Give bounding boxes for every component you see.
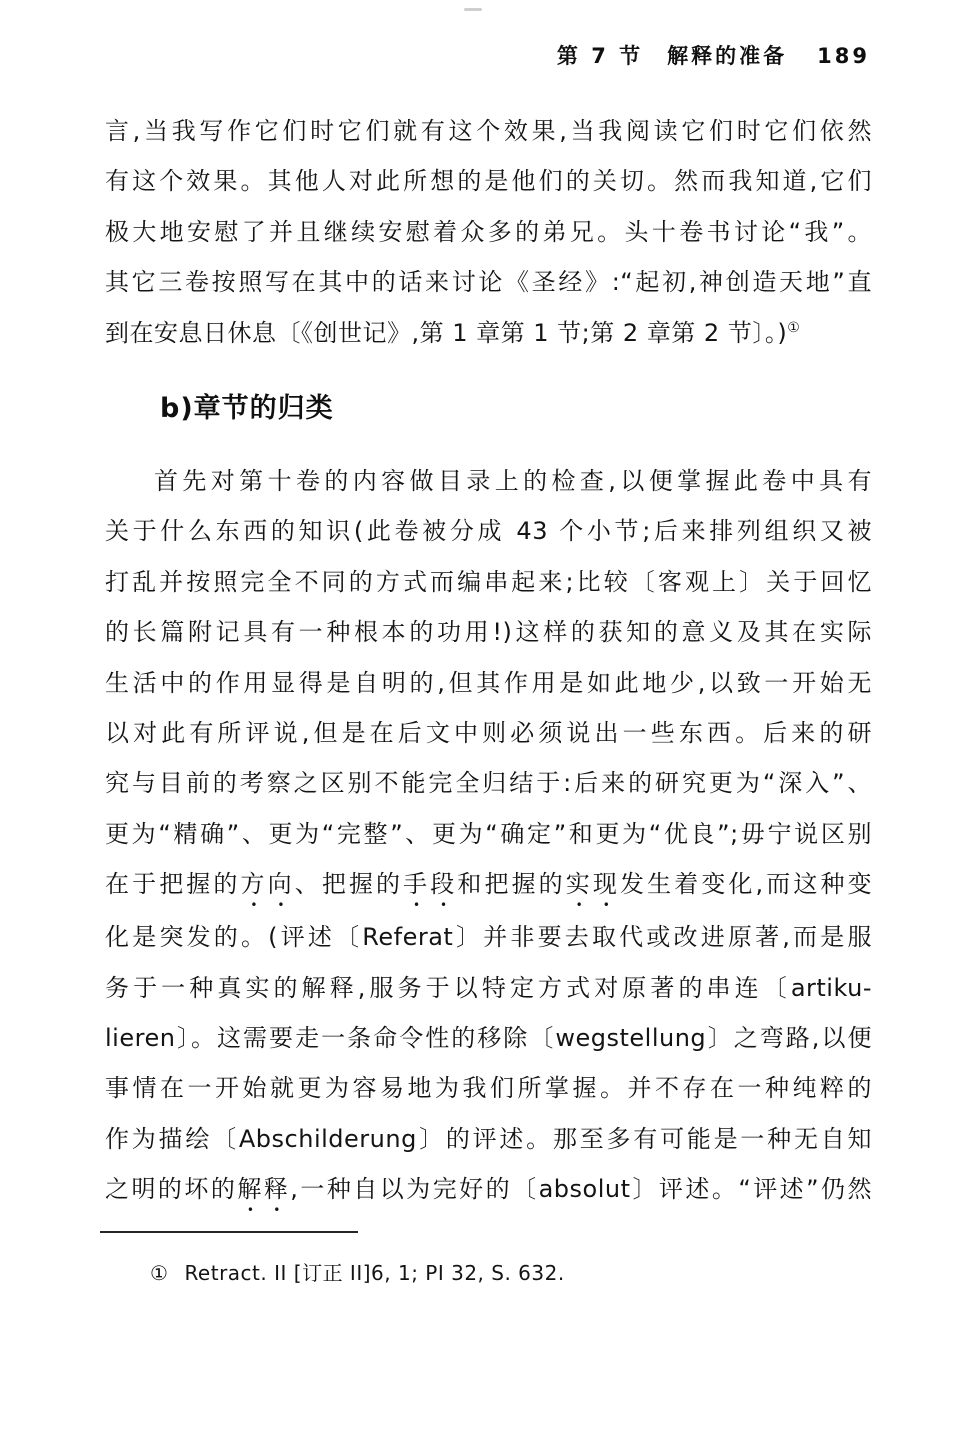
text-segment: ,一种自以为完好的〔absolut〕评述。“评述”仍然 — [290, 1175, 873, 1204]
text-line — [105, 1164, 872, 1217]
text-segment: 事情在一开始就更为容易地为我们所掌握。并不存在一种纯粹的 — [105, 1074, 872, 1103]
running-header — [0, 40, 870, 70]
section-heading-b: b)章节的归类 — [160, 393, 334, 424]
text-line — [105, 1013, 872, 1063]
page-number: 189 — [817, 44, 870, 68]
footnote-marker: ① — [150, 1261, 169, 1285]
text-line — [105, 506, 872, 556]
paragraph-1 — [105, 106, 872, 358]
text-segment: 作为描绘〔Abschilderung〕的评述。那至多有可能是一种无自知 — [105, 1124, 872, 1153]
text-segment: 其它三卷按照写在其中的话来讨论《圣经》:“起初,神创造天地”直 — [105, 268, 872, 297]
text-line — [105, 809, 872, 859]
text-segment: 之明的坏的 — [105, 1175, 238, 1204]
text-segment: 化是突发的。(评述〔Referat〕并非要去取代或改进原著,而是服 — [105, 923, 872, 952]
paragraph-2 — [105, 456, 872, 1217]
emphasized-text: 解释 — [237, 1175, 291, 1204]
text-segment: 务于一种真实的解释,服务于以特定方式对原著的串连〔artiku- — [105, 973, 872, 1002]
text-segment: lieren〕。这需要走一条命令性的移除〔wegstellung〕之弯路,以便 — [105, 1024, 872, 1053]
text-line — [105, 963, 872, 1013]
text-line — [105, 257, 872, 307]
text-line — [105, 207, 872, 257]
text-line — [105, 106, 872, 156]
footnote — [150, 1258, 565, 1288]
text-line — [105, 658, 872, 708]
text-segment: 究与目前的考察之区别不能完全归结于:后来的研究更为“深入”、 — [105, 769, 872, 798]
text-segment: 以对此有所评说,但是在后文中则必须说出一些东西。后来的研 — [105, 719, 872, 748]
text-line — [105, 308, 872, 358]
text-line — [105, 758, 872, 808]
text-segment: 的长篇附记具有一种根本的功用!)这样的获知的意义及其在实际 — [105, 618, 872, 647]
text-segment: 和把握的 — [457, 870, 566, 899]
text-line — [105, 912, 872, 962]
emphasized-text: 手段 — [403, 870, 458, 899]
text-segment: 关于什么东西的知识(此卷被分成 43 个小节;后来排列组织又被 — [105, 517, 872, 546]
text-segment: 发生着变化,而这种变 — [620, 870, 873, 899]
text-line — [105, 456, 872, 506]
text-line — [105, 1114, 872, 1164]
text-segment: 到在安息日休息〔《创世记》,第 1 章第 1 节;第 2 章第 2 节〕。) — [105, 318, 788, 347]
text-segment: 极大地安慰了并且继续安慰着众多的弟兄。头十卷书讨论“我”。 — [105, 217, 872, 246]
text-segment: 生活中的作用显得是自明的,但其作用是如此地少,以致一开始无 — [105, 668, 872, 697]
text-segment: 有这个效果。其他人对此所想的是他们的关切。然而我知道,它们 — [105, 167, 872, 196]
text-segment: 更为“精确”、更为“完整”、更为“确定”和更为“优良”;毋宁说区别 — [105, 819, 872, 848]
text-segment: 在于把握的 — [105, 870, 241, 899]
text-segment: 言,当我写作它们时它们就有这个效果,当我阅读它们时它们依然 — [105, 117, 872, 145]
text-segment: 打乱并按照完全不同的方式而编串起来;比较〔客观上〕关于回忆 — [105, 567, 872, 596]
footnote-separator — [100, 1231, 358, 1233]
text-line — [105, 156, 872, 206]
text-line — [105, 557, 872, 607]
text-line — [105, 1063, 872, 1113]
running-header-title: 第 7 节 解释的准备 — [556, 44, 788, 68]
footnote-reference: ① — [787, 319, 801, 336]
text-line — [105, 859, 872, 912]
emphasized-text: 实现 — [565, 870, 621, 899]
text-segment: 首先对第十卷的内容做目录上的检查,以便掌握此卷中具有 — [154, 467, 872, 495]
text-line — [105, 708, 872, 758]
emphasized-text: 方向 — [240, 870, 295, 899]
scan-artifact — [464, 8, 482, 11]
text-line — [105, 607, 872, 657]
footnote-text: Retract. II [订正 II]6, 1; PI 32, S. 632. — [184, 1261, 565, 1285]
text-segment: 、把握的 — [294, 870, 404, 899]
